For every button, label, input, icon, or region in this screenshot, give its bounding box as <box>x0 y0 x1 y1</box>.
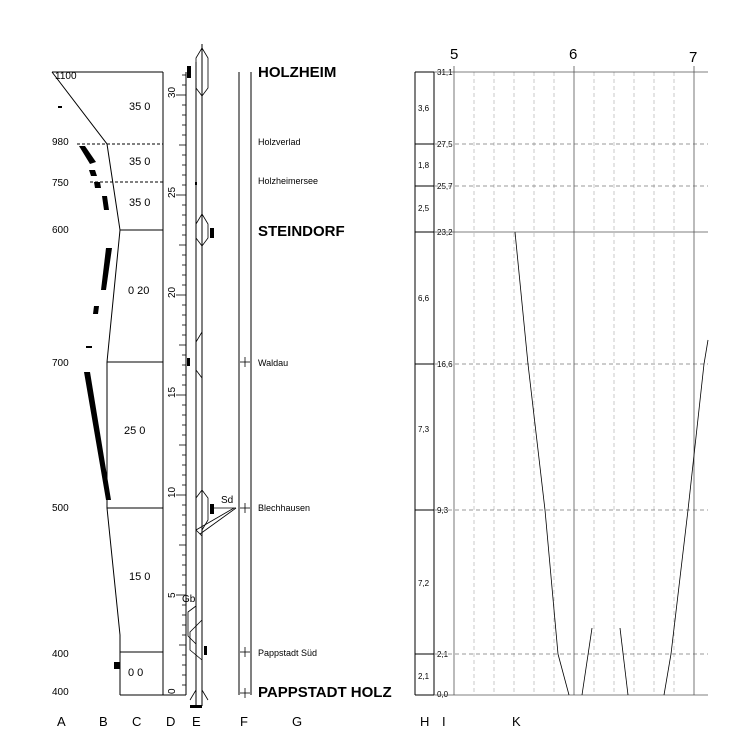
km-tick-label: 10 <box>167 486 178 498</box>
station-name: HOLZHEIM <box>258 64 337 81</box>
column-letter: I <box>442 714 446 729</box>
elevation-label: 980 <box>52 137 69 148</box>
distance-value: 2,5 <box>418 204 430 213</box>
gradient-values <box>124 101 150 679</box>
distance-value: 3,6 <box>418 104 430 113</box>
station-name: Holzheimersee <box>258 176 319 186</box>
column-letter: E <box>192 714 201 729</box>
station-names <box>258 64 392 701</box>
hour-label: 6 <box>569 46 578 63</box>
hour-label: 5 <box>450 46 459 63</box>
column-letters <box>57 714 521 729</box>
km-position: 9,3 <box>437 506 449 515</box>
time-distance-graph <box>434 66 708 695</box>
hour-labels <box>450 46 697 66</box>
column-letter: D <box>166 714 176 729</box>
column-letter: C <box>132 714 142 729</box>
distance-value: 1,8 <box>418 161 430 170</box>
km-tick-label: 20 <box>167 286 178 298</box>
elevation-label: 400 <box>52 687 69 698</box>
track-schematic <box>182 44 236 708</box>
train-path <box>620 628 628 695</box>
column-letter: B <box>99 714 108 729</box>
gradient-value: 35 0 <box>129 156 151 168</box>
station-mark-sd: Sd <box>221 495 234 506</box>
column-letter: K <box>512 714 521 729</box>
elevation-label: 750 <box>52 178 69 189</box>
elevation-label: 700 <box>52 358 69 369</box>
gradient-value: 15 0 <box>129 571 151 583</box>
km-tick-label: 5 <box>167 592 178 598</box>
km-position: 27,5 <box>437 140 453 149</box>
train-path <box>515 232 569 695</box>
km-position: 2,1 <box>437 650 449 659</box>
station-name: Pappstadt Süd <box>258 648 318 658</box>
station-name: Blechhausen <box>258 503 311 513</box>
gradient-value: 0 20 <box>128 285 150 297</box>
column-letter: F <box>240 714 248 729</box>
gradient-value: 0 0 <box>128 667 144 679</box>
train-path <box>664 340 708 695</box>
distance-value: 2,1 <box>418 672 430 681</box>
column-letter: H <box>420 714 430 729</box>
km-position: 23,2 <box>437 228 453 237</box>
km-tick-label: 30 <box>167 86 178 98</box>
elevation-label: 500 <box>52 503 69 514</box>
station-name: PAPPSTADT HOLZ <box>258 684 392 701</box>
column-letter: G <box>292 714 303 729</box>
column-letter: A <box>57 714 66 729</box>
km-position-labels <box>437 68 453 699</box>
station-name: STEINDORF <box>258 223 345 240</box>
hour-label: 7 <box>689 49 698 66</box>
distance-column <box>415 72 434 695</box>
km-position: 31,1 <box>437 68 453 77</box>
distance-value: 6,6 <box>418 294 430 303</box>
station-track-column <box>239 72 251 698</box>
elevation-labels <box>52 71 77 698</box>
distance-value: 7,2 <box>418 579 430 588</box>
distance-value: 7,3 <box>418 425 430 434</box>
km-position: 0,0 <box>437 690 449 699</box>
train-path <box>582 628 592 695</box>
gradient-value: 35 0 <box>129 197 151 209</box>
km-tick-label: 0 <box>167 688 178 694</box>
km-tick-label: 15 <box>167 386 178 398</box>
km-position: 16,6 <box>437 360 453 369</box>
km-position: 25,7 <box>437 182 453 191</box>
elevation-label: 400 <box>52 649 69 660</box>
station-name: Holzverlad <box>258 137 301 147</box>
elevation-label: 600 <box>52 225 69 236</box>
gradient-value: 35 0 <box>129 101 151 113</box>
station-mark-gb: Gb <box>182 594 196 605</box>
km-tick-label: 25 <box>167 186 178 198</box>
gradient-value: 25 0 <box>124 425 146 437</box>
station-name: Waldau <box>258 358 289 368</box>
elevation-label: 1100 <box>55 71 77 82</box>
